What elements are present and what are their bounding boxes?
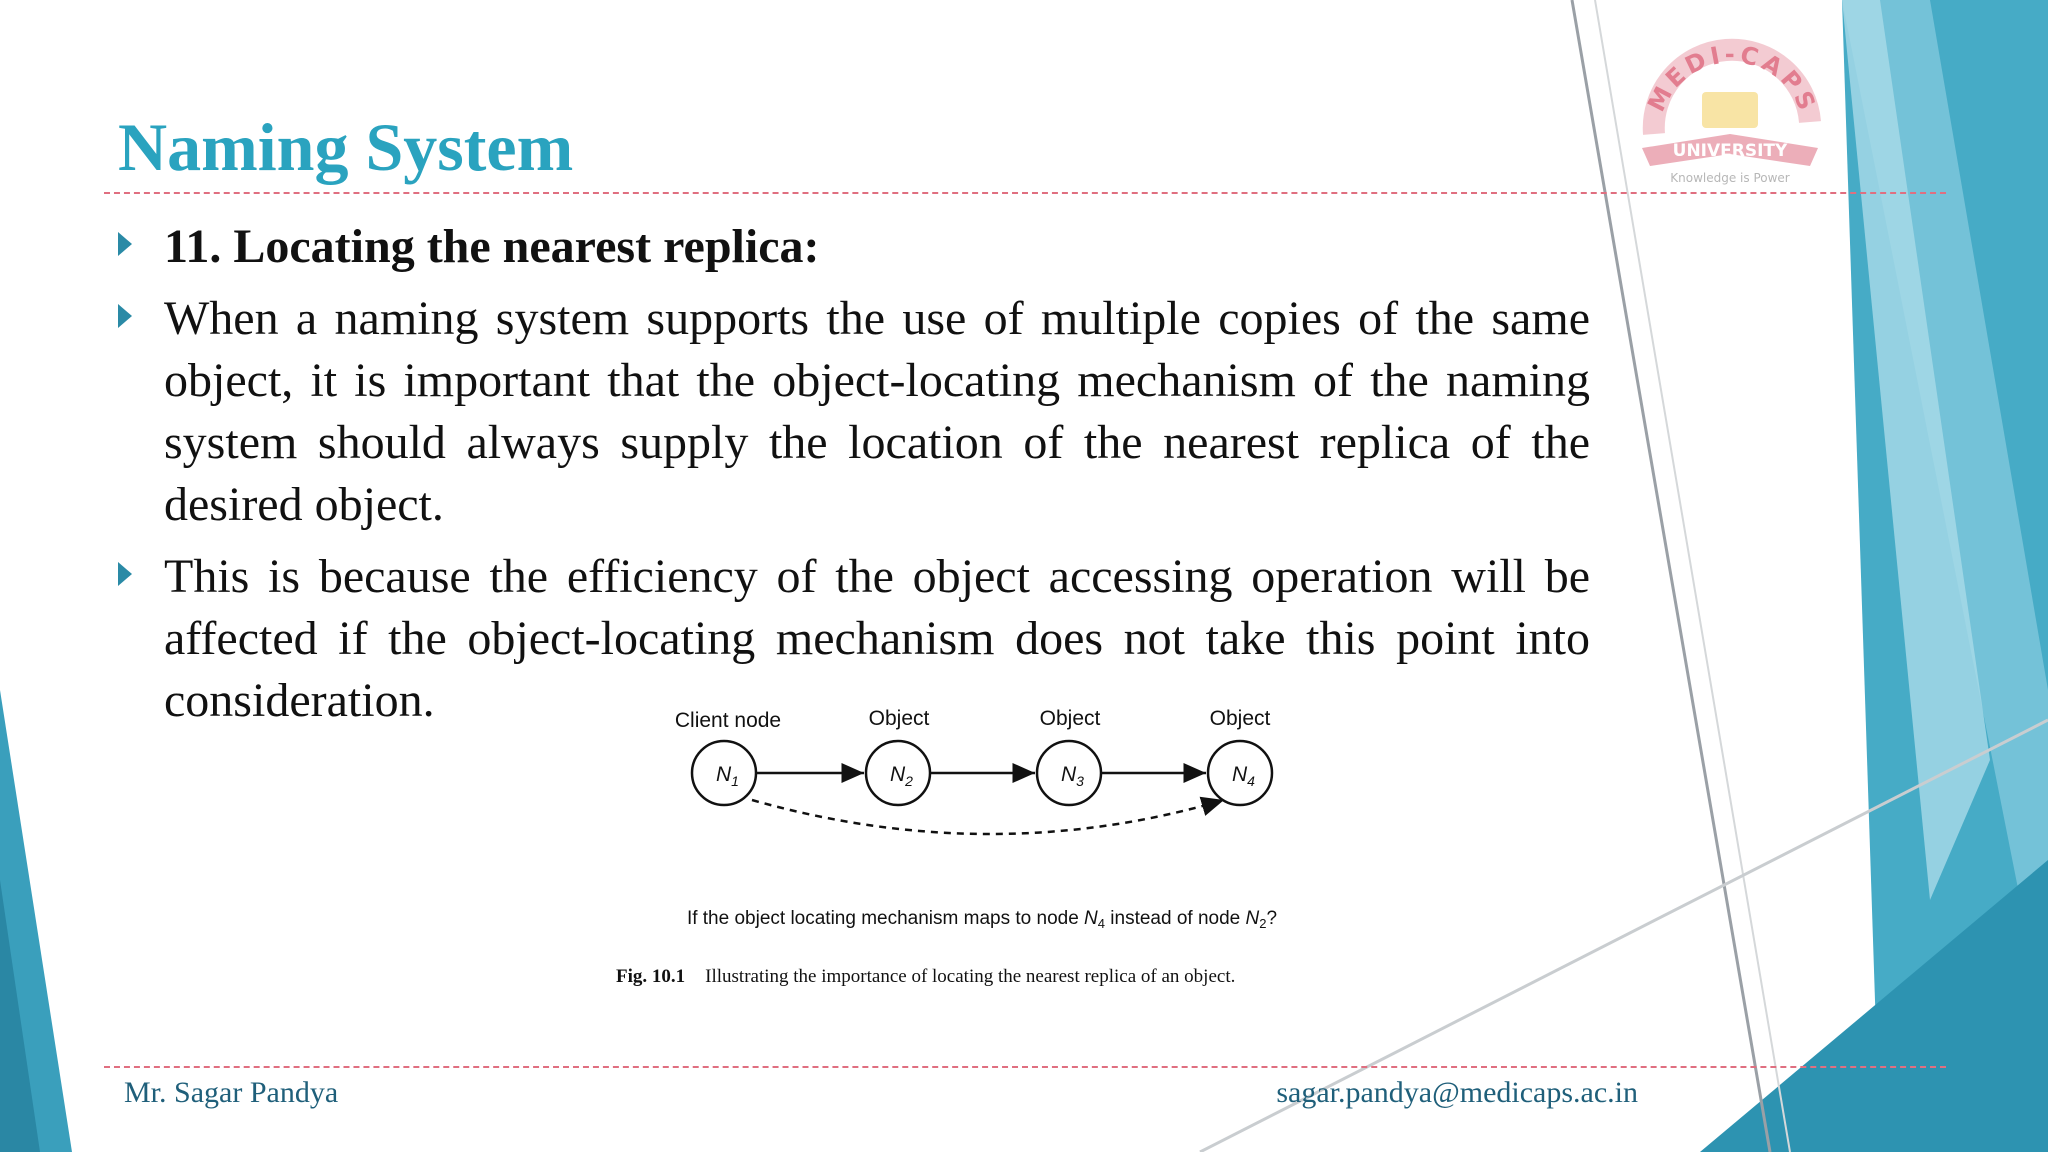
node-n4-label: $N_4$ <box>1232 763 1255 789</box>
figure-caption: Fig. 10.1 Illustrating the importance of locating the nearest replica of an object. <box>616 966 1236 987</box>
header-divider <box>104 192 1946 194</box>
bullet-arrow-icon <box>118 304 132 328</box>
bullet-list <box>118 216 1590 742</box>
bullet-item-2 <box>118 288 1590 536</box>
node-n2-label: $N_2$ <box>890 763 913 789</box>
figure-label-object-2: Object <box>868 707 930 730</box>
logo-banner-text: UNIVERSITY <box>1672 141 1788 161</box>
footer-author: Mr. Sagar Pandya <box>124 1076 339 1109</box>
replica-figure <box>612 698 1352 998</box>
footer-divider <box>104 1066 1946 1068</box>
figure-label-object-4: Object <box>1209 707 1271 730</box>
figure-label-client-node: Client node <box>674 709 782 732</box>
footer-email[interactable]: sagar.pandya@medicaps.ac.in <box>1276 1076 1638 1109</box>
logo-arc-text: MEDI-CAPS <box>1642 40 1823 118</box>
bullet-text: When a naming system supports the use of multiple copies of the same object, it is important that the object-locating mechanism of the naming system should always supply the location of the nearest replica of the desired object. <box>164 292 1590 531</box>
node-n1-label: $N_1$ <box>716 763 739 789</box>
bullet-arrow-icon <box>118 232 132 256</box>
node-n3-label: $N_3$ <box>1061 763 1084 789</box>
bullet-text: This is because the efficiency of the object accessing operation will be affected if the object-locating mechanism does not take this point into consideration. <box>164 550 1590 727</box>
university-logo <box>1620 30 1840 190</box>
figure-label-object-3: Object <box>1039 707 1101 730</box>
logo-book-icon <box>1702 92 1758 128</box>
bullet-item-1 <box>118 216 1590 278</box>
slide-title: Naming System <box>118 109 574 185</box>
figure-question: If the object locating mechanism maps to node $N_4$ instead of node $N_2$? <box>686 908 1278 931</box>
bullet-heading-text: 11. Locating the nearest replica: <box>164 220 820 273</box>
dashed-arrow-n1-n4 <box>752 800 1224 834</box>
logo-tagline: Knowledge is Power <box>1670 171 1790 185</box>
bullet-arrow-icon <box>118 562 132 586</box>
